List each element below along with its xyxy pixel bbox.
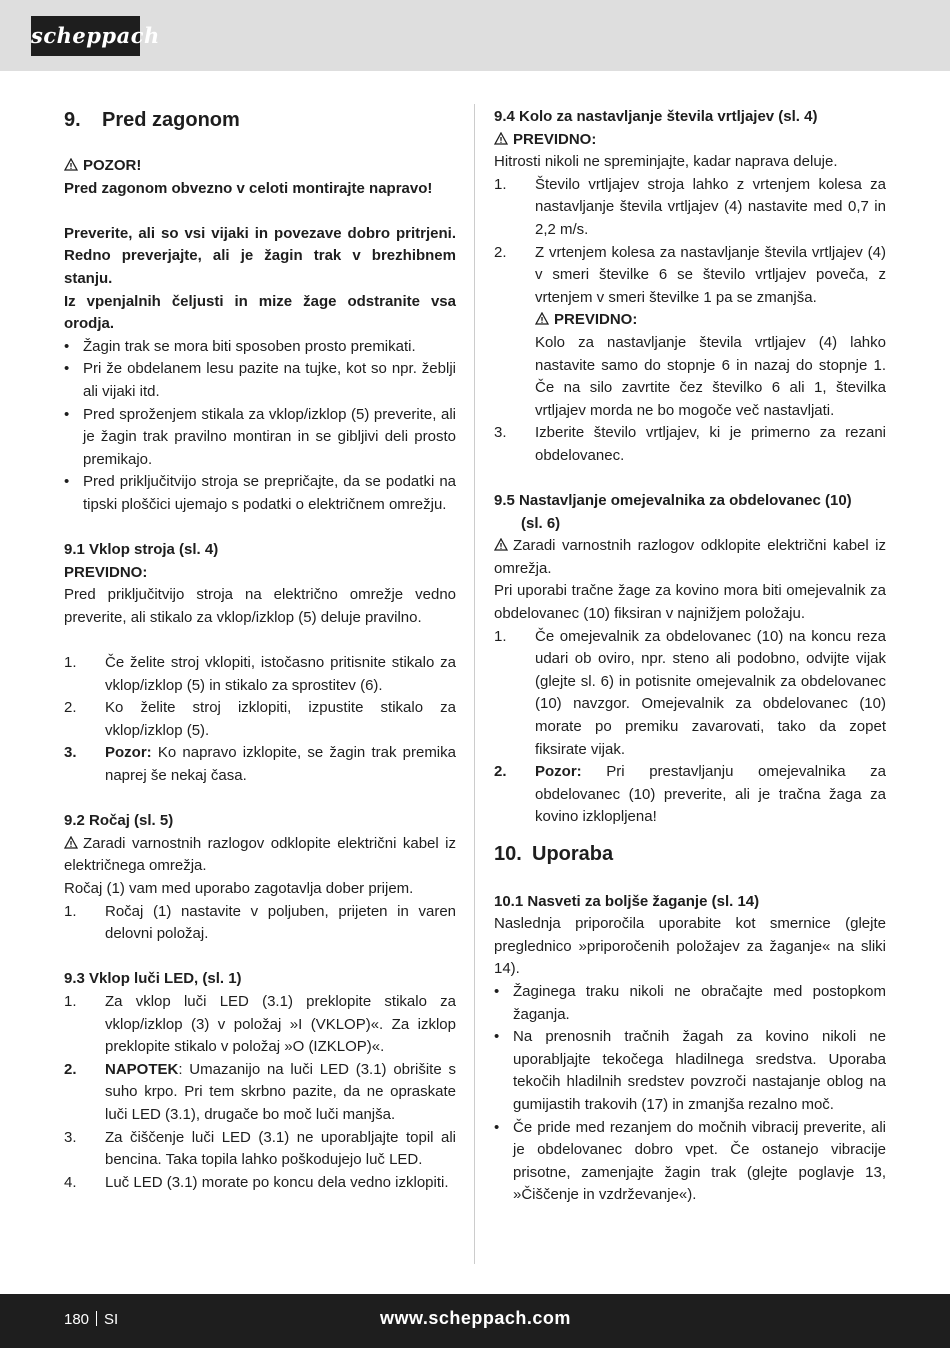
page-header	[0, 0, 950, 71]
list-item: • Pred priključitvijo stroja se prepričajte, da se podatki na tipski ploščici ujemajo s podatki o električnem omrežju.	[64, 471, 456, 516]
column-divider	[474, 104, 475, 1264]
separator	[96, 1311, 97, 1326]
list-item: 4. Luč LED (3.1) morate po koncu dela vedno izklopiti.	[64, 1173, 449, 1191]
paragraph: Preverite, ali so vsi vijaki in povezave dobro pritrjeni. Redno preverjajte, ali je žagin trak v brezhibnem stanju.	[64, 224, 456, 287]
warning-text: Zaradi varnostnih razlogov odklopite električni kabel iz omrežja.	[494, 537, 886, 577]
numbered-list	[64, 901, 456, 946]
section-number: 10.	[494, 843, 522, 865]
numbered-list	[64, 991, 456, 1194]
warning-triangle-icon	[494, 538, 508, 551]
list-item: 2. Ko želite stroj izklopiti, izpustite stikalo za vklop/izklop (5).	[64, 699, 456, 739]
page-footer	[0, 1294, 950, 1348]
list-item: 1. Če omejevalnik za obdelovanec (10) na koncu reza udari ob oviro, npr. steno ali podobno, odvijte vijak (glejte sl. 6) in potisnite omejevalnik za obdelovanec (10) navzgor. Omejevalnik za obdelovanec (10) morate po premiku zavarovati, tako da zopet fiksirate vijak.	[494, 627, 886, 758]
subsection-heading: 9.1 Vklop stroja (sl. 4)	[64, 541, 219, 559]
warning-text: Zaradi varnostnih razlogov odklopite električni kabel iz električnega omrežja.	[64, 834, 456, 875]
warning-triangle-icon	[64, 158, 78, 171]
subsection-heading-continued: (sl. 6)	[521, 514, 561, 532]
subsection-heading: 9.2 Ročaj (sl. 5)	[64, 812, 174, 830]
paragraph: Iz vpenjalnih čeljusti in mize žage odstranite vsa orodja.	[64, 292, 456, 333]
caution-label: PREVIDNO:	[494, 129, 886, 152]
bullet-list	[64, 336, 456, 517]
list-item: 3. Izberite število vrtljajev, ki je primerno za rezani obdelovanec.	[494, 424, 886, 464]
subsection-heading: 10.1 Nasveti za boljše žaganje (sl. 14)	[494, 892, 760, 910]
list-item: • Če pride med rezanjem do močnih vibracij preverite, ali je obdelovanec dobro vpet. Če ostanejo vibracije prisotne, zamenjajte žagin trak (glejte poglavje 13, »Čiščenje in vzdrževanje«).	[494, 1117, 886, 1207]
brand-logo: scheppach	[31, 16, 140, 56]
list-item: • Žaginega traku nikoli ne obračajte med postopkom žaganja.	[494, 981, 886, 1026]
list-item: 3. Za čiščenje luči LED (3.1) ne uporabljajte topil ali bencina. Taka topila lahko poškodujejo luč LED.	[64, 1128, 456, 1169]
warning-text: Pred zagonom obvezno v celoti montirajte napravo!	[64, 179, 433, 197]
list-item: 2. Z vrtenjem kolesa za nastavljanje števila vrtljajev (4) v smeri številke 6 se število vrtljajev poveča, z vrtenjem v smeri številke 1 pa se zmanjša. PREVIDNO: Kolo za nastavljanje števila vrtljajev (4) lahko nastavite samo do stopnje 6 in nazaj do stopnje 1. Če na silo zavrtite čez številko 6 ali 1, številka vrtljajev morda ne bo mogoče več nastavljati.	[494, 242, 886, 423]
list-item: • Pri že obdelanem lesu pazite na tujke, kot so npr. žeblji ali vijaki itd.	[64, 358, 456, 403]
warning-heading: POZOR!	[64, 155, 456, 178]
list-item: • Na prenosnih tračnih žagah za kovino nikoli ne uporabljajte tekočega hladilnega sredstva. Uporaba tekočih hladilnih sredstev povzroči nastajanje oblog na gumijastih trakovih (17) in zmanjša rezalno moč.	[494, 1026, 886, 1116]
list-item: 1. Ročaj (1) nastavite v poljuben, prijeten in varen delovni položaj.	[64, 902, 456, 943]
list-item: 1. Če želite stroj vklopiti, istočasno pritisnite stikalo za vklop/izklop (5) in stikalo za sprostitev (6).	[64, 654, 456, 694]
list-item: 3. Pozor: Ko napravo izklopite, se žagin trak premika naprej še nekaj časa.	[64, 744, 456, 785]
paragraph: Kolo za nastavljanje števila vrtljajev (4) lahko nastavite samo do stopnje 6 in nazaj do stopnje 1. Če na silo zavrtite čez številko 6 ali 1, številka vrtljajev morda ne bo mogoče več nastavljati.	[535, 333, 886, 419]
warning-triangle-icon	[64, 836, 78, 849]
numbered-list	[64, 652, 456, 788]
paragraph: Ročaj (1) vam med uporabo zagotavlja dober prijem.	[64, 880, 414, 897]
caution-label: PREVIDNO:	[64, 563, 148, 581]
subsection-heading: 9.3 Vklop luči LED, (sl. 1)	[64, 970, 242, 988]
bullet-list	[494, 981, 886, 1207]
numbered-list	[494, 174, 886, 468]
list-item: 2. NAPOTEK: Umazanijo na luči LED (3.1) obrišite s suho krpo. Pri tem skrbno pazite, da ne opraskate luči LED (3.1), drugače bo moč luči manjša.	[64, 1060, 456, 1123]
paragraph: Naslednja priporočila uporabite kot smernice (glejte preglednico »priporočenih položajev za žaganje« na sliki 14).	[494, 915, 886, 978]
paragraph: Pred priključitvijo stroja na električno omrežje vedno preverite, ali stikalo za vklop/izklop (5) deluje pravilno.	[64, 586, 456, 626]
right-column	[494, 106, 886, 1207]
section-heading-10	[494, 840, 886, 868]
section-title: Uporaba	[532, 843, 614, 865]
list-item: 2. Pozor: Pri prestavljanju omejevalnika za obdelovanec (10) preverite, ali je tračna žaga za kovino izklopljena!	[494, 763, 886, 826]
website-link[interactable]: www.scheppach.com	[380, 1308, 571, 1328]
list-item: 1. Število vrtljajev stroja lahko z vrtenjem kolesa za nastavljanje števila vrtljajev (4) nastavite med 0,7 in 2,2 m/s.	[494, 175, 886, 238]
warning-triangle-icon	[494, 132, 508, 145]
list-item: • Pred sproženjem stikala za vklop/izklop (5) preverite, ali je žagin trak pravilno montiran in se gibljivi deli prosto premikajo.	[64, 404, 456, 472]
section-heading-9	[64, 106, 456, 134]
list-item: • Žagin trak se mora biti sposoben prosto premikati.	[64, 336, 456, 359]
left-column	[64, 106, 456, 1194]
warning-triangle-icon	[535, 312, 549, 325]
paragraph: Pri uporabi tračne žage za kovino mora biti omejevalnik za obdelovanec (10) fiksiran v najnižjem položaju.	[494, 582, 886, 623]
list-item: 1. Za vklop luči LED (3.1) preklopite stikalo za vklop/izklop (3) v položaj »I (VKLOP)«. Za izklop preklopite stikalo v položaj »O (IZKLOP)«.	[64, 992, 456, 1056]
subsection-heading: 9.5 Nastavljanje omejevalnika za obdelovanec (10)	[494, 492, 852, 510]
paragraph: Hitrosti nikoli ne spreminjajte, kadar naprava deluje.	[494, 153, 838, 171]
section-title: Pred zagonom	[102, 109, 240, 131]
section-number: 9.	[64, 109, 81, 131]
subsection-heading: 9.4 Kolo za nastavljanje števila vrtljajev (sl. 4)	[494, 108, 818, 125]
numbered-list	[494, 626, 886, 829]
caution-label: PREVIDNO:	[535, 309, 886, 332]
page-number: 180 SI	[64, 1311, 119, 1328]
